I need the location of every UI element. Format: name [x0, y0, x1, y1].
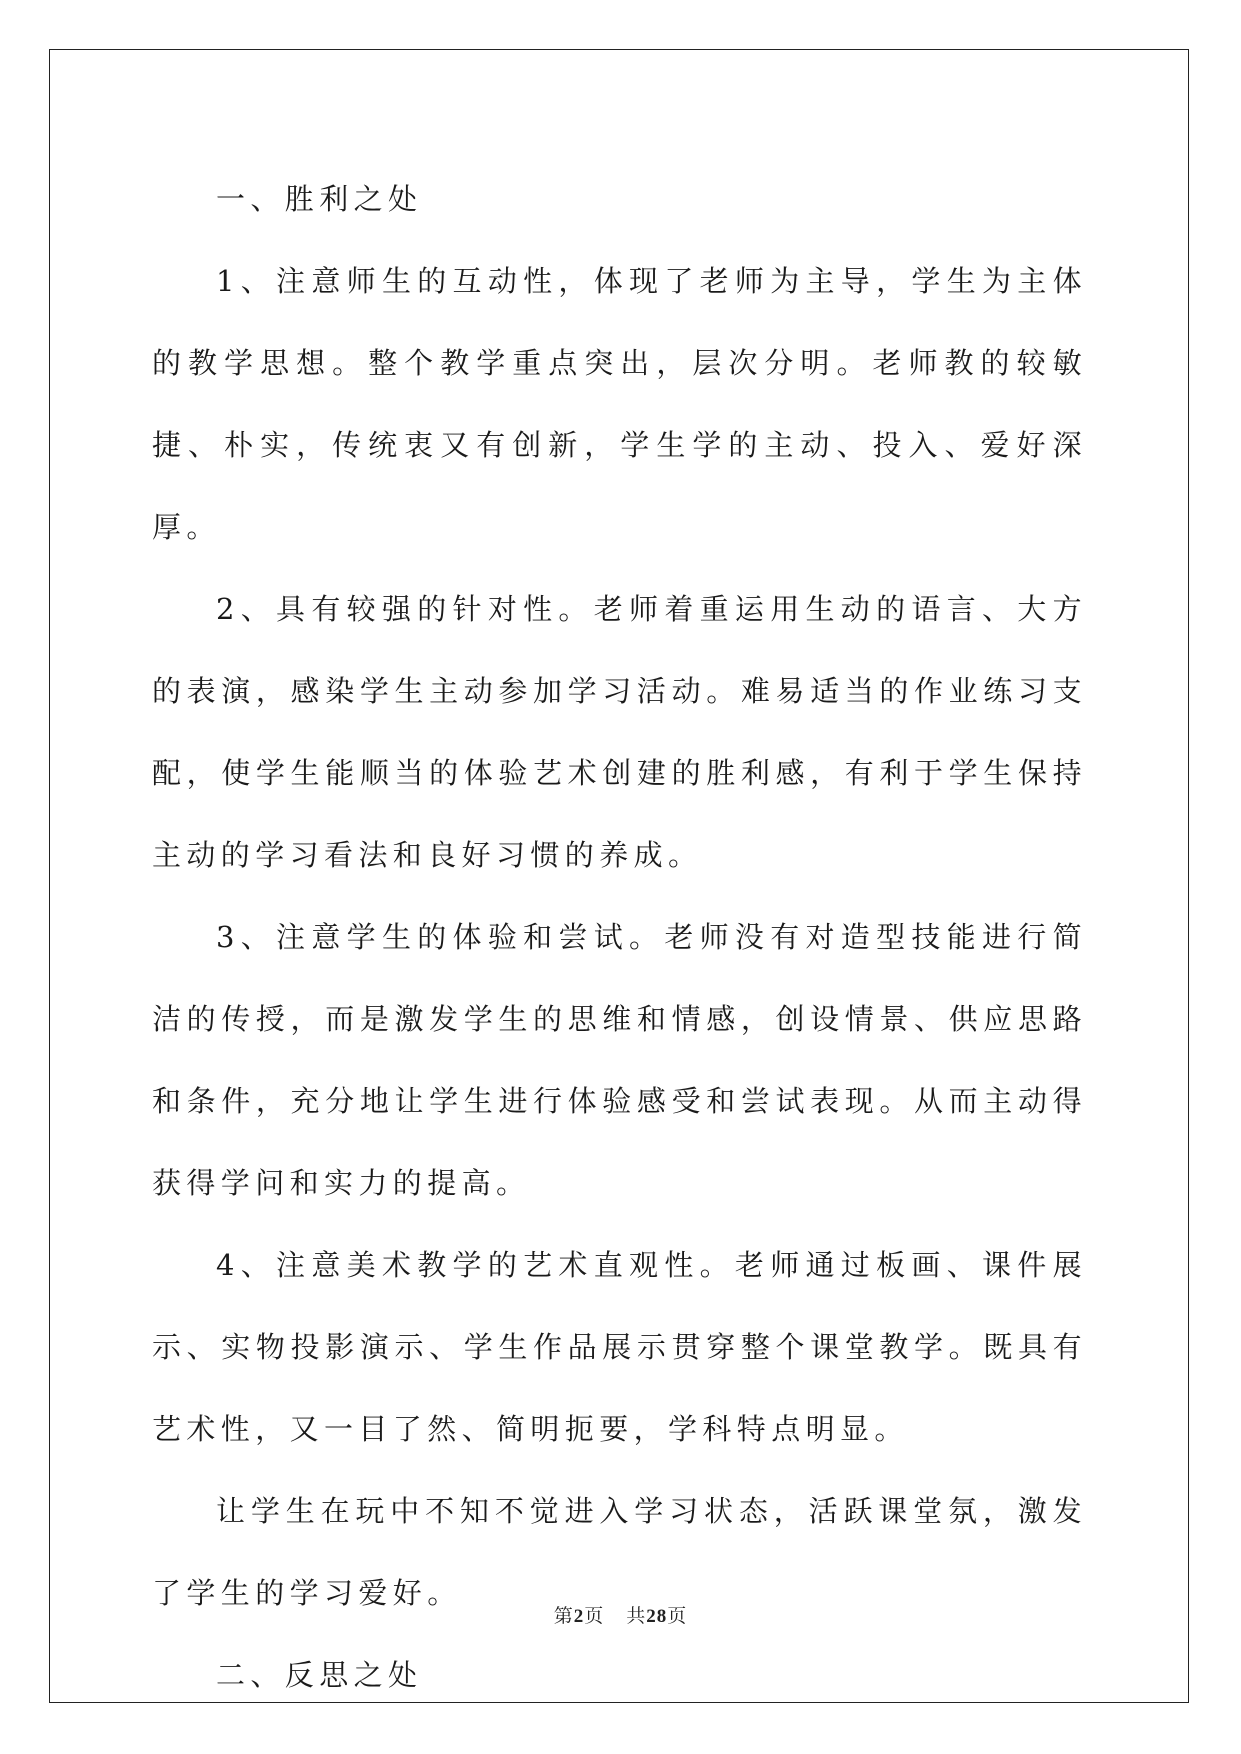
page-footer	[0, 1601, 1241, 1628]
total-pages: 28	[646, 1606, 668, 1627]
page-prefix: 第	[553, 1606, 574, 1627]
page-number: 2	[573, 1606, 585, 1627]
total-suffix: 页	[667, 1606, 688, 1627]
paragraph-point-4: 4、注意美术教学的艺术直观性。老师通过板画、课件展示、实物投影演示、学生作品展示贯穿整个课堂教学。既具有艺术性，又一目了然、简明扼要，学科特点明显。	[152, 1248, 1087, 1446]
paragraph-point-1: 1、注意师生的互动性，体现了老师为主导，学生为主体的教学思想。整个教学重点突出，层次分明。老师教的较敏捷、朴实，传统衷又有创新，学生学的主动、投入、爱好深厚。	[152, 264, 1087, 544]
section-heading-success: 一、胜利之处	[216, 182, 423, 216]
page-suffix: 页	[584, 1606, 605, 1627]
total-prefix: 共	[626, 1606, 647, 1627]
document-body	[152, 158, 1087, 1716]
section-heading-reflection: 二、反思之处	[216, 1658, 423, 1692]
paragraph-point-3: 3、注意学生的体验和尝试。老师没有对造型技能进行简洁的传授，而是激发学生的思维和情感，创设情景、供应思路和条件，充分地让学生进行体验感受和尝试表现。从而主动得获得学问和实力的提高。	[152, 920, 1087, 1200]
paragraph-summary: 让学生在玩中不知不觉进入学习状态，活跃课堂氛，激发了学生的学习爱好。	[152, 1494, 1087, 1610]
paragraph-point-2: 2、具有较强的针对性。老师着重运用生动的语言、大方的表演，感染学生主动参加学习活动。难易适当的作业练习支配，使学生能顺当的体验艺术创建的胜利感，有利于学生保持主动的学习看法和良好习惯的养成。	[152, 592, 1087, 872]
